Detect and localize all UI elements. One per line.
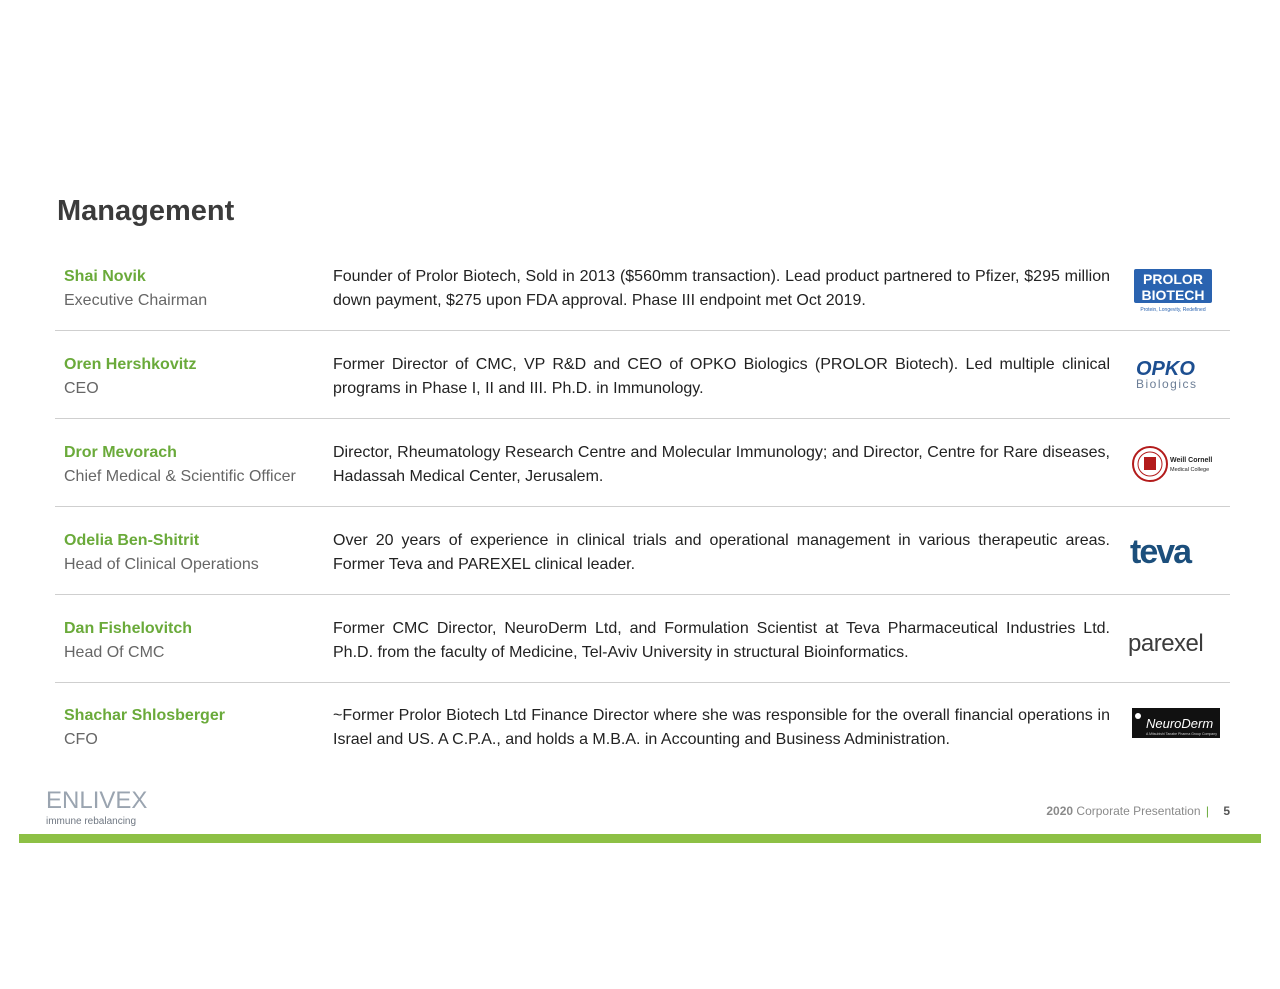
svg-text:PROLOR: PROLOR (1143, 271, 1203, 287)
svg-text:Medical College: Medical College (1170, 467, 1210, 473)
footer-title: Corporate Presentation (1076, 804, 1201, 818)
person-bio: Former Director of CMC, VP R&D and CEO of OPKO Biologics (PROLOR Biotech). Led multiple clinical programs in Phase I, II and III. Ph.D. in Immunology. (333, 356, 1110, 397)
person-name: Dror Mevorach (64, 444, 177, 461)
person-role: Head Of CMC (64, 644, 165, 661)
person-name: Dan Fishelovitch (64, 620, 193, 637)
management-row (0, 353, 1280, 441)
person-info (64, 353, 326, 401)
management-row (0, 617, 1280, 705)
person-info (64, 617, 326, 665)
prolor-biotech-logo (1122, 261, 1230, 317)
svg-text:NeuroDerm: NeuroDerm (1146, 716, 1214, 731)
row-divider (55, 418, 1230, 419)
svg-text:Biologics: Biologics (1136, 377, 1198, 391)
opko-biologics-logo (1122, 349, 1230, 405)
enlivex-logo (46, 787, 147, 828)
person-role: Executive Chairman (64, 292, 208, 309)
row-divider (55, 506, 1230, 507)
teva-logo (1122, 525, 1230, 581)
svg-text:OPKO: OPKO (1136, 358, 1195, 380)
person-name: Shachar Shlosberger (64, 707, 225, 724)
footer-caption (940, 803, 1230, 819)
parexel-logo (1122, 613, 1230, 669)
footer-separator: | (1205, 804, 1209, 818)
management-row (0, 441, 1280, 529)
brand-tagline: immune rebalancing (46, 816, 137, 827)
person-info (64, 265, 326, 313)
person-role: CEO (64, 380, 99, 397)
svg-text:parexel: parexel (1128, 630, 1204, 657)
person-role: Chief Medical & Scientific Officer (64, 468, 296, 485)
person-bio: Over 20 years of experience in clinical trials and operational management in various therapeutic areas. Former Teva and PAREXEL clinical leader. (333, 532, 1110, 573)
page-number: 5 (1223, 804, 1230, 818)
management-row (0, 529, 1280, 617)
weill-cornell-logo (1122, 437, 1230, 493)
svg-text:Weill Cornell: Weill Cornell (1170, 457, 1213, 464)
row-divider (55, 330, 1230, 331)
svg-text:Protein, Longevity, Redefined: Protein, Longevity, Redefined (1140, 307, 1206, 313)
person-name: Oren Hershkovitz (64, 356, 197, 373)
svg-text:A Mitsubishi Tanabe Pharma Gro: A Mitsubishi Tanabe Pharma Group Company (1146, 732, 1217, 736)
person-role: CFO (64, 731, 98, 748)
brand-name: ENLIVEX (46, 787, 148, 814)
person-bio: Former CMC Director, NeuroDerm Ltd, and Formulation Scientist at Teva Pharmaceutical Industries Ltd. Ph.D. from the faculty of Medicine, Tel-Aviv University in structural Bioinformatics. (333, 620, 1110, 661)
person-name: Odelia Ben-Shitrit (64, 532, 200, 549)
svg-text:teva: teva (1130, 533, 1191, 571)
row-divider (55, 594, 1230, 595)
row-divider (55, 682, 1230, 683)
footer-accent-bar (19, 834, 1261, 843)
footer-year: 2020 (1046, 804, 1074, 818)
person-info (64, 529, 326, 577)
management-row (0, 265, 1280, 353)
page-title: Management (57, 195, 235, 227)
person-name: Shai Novik (64, 268, 146, 285)
person-bio: Director, Rheumatology Research Centre and Molecular Immunology; and Director, Centre for Rare diseases, Hadassah Medical Center, Jerusalem. (333, 444, 1110, 485)
person-info (64, 704, 326, 752)
person-info (64, 441, 326, 489)
neuroderm-logo (1122, 700, 1230, 756)
svg-text:BIOTECH: BIOTECH (1141, 287, 1205, 303)
person-bio: ~Former Prolor Biotech Ltd Finance Director where she was responsible for the overall financial operations in Israel and US. A C.P.A., and holds a M.B.A. in Accounting and Business Administration. (333, 707, 1110, 748)
management-row (0, 704, 1280, 792)
person-bio: Founder of Prolor Biotech, Sold in 2013 ($560mm transaction). Lead product partnered to Pfizer, $295 million down payment, $275 upon FDA approval. Phase III endpoint met Oct 2019. (333, 268, 1110, 309)
person-role: Head of Clinical Operations (64, 556, 259, 573)
